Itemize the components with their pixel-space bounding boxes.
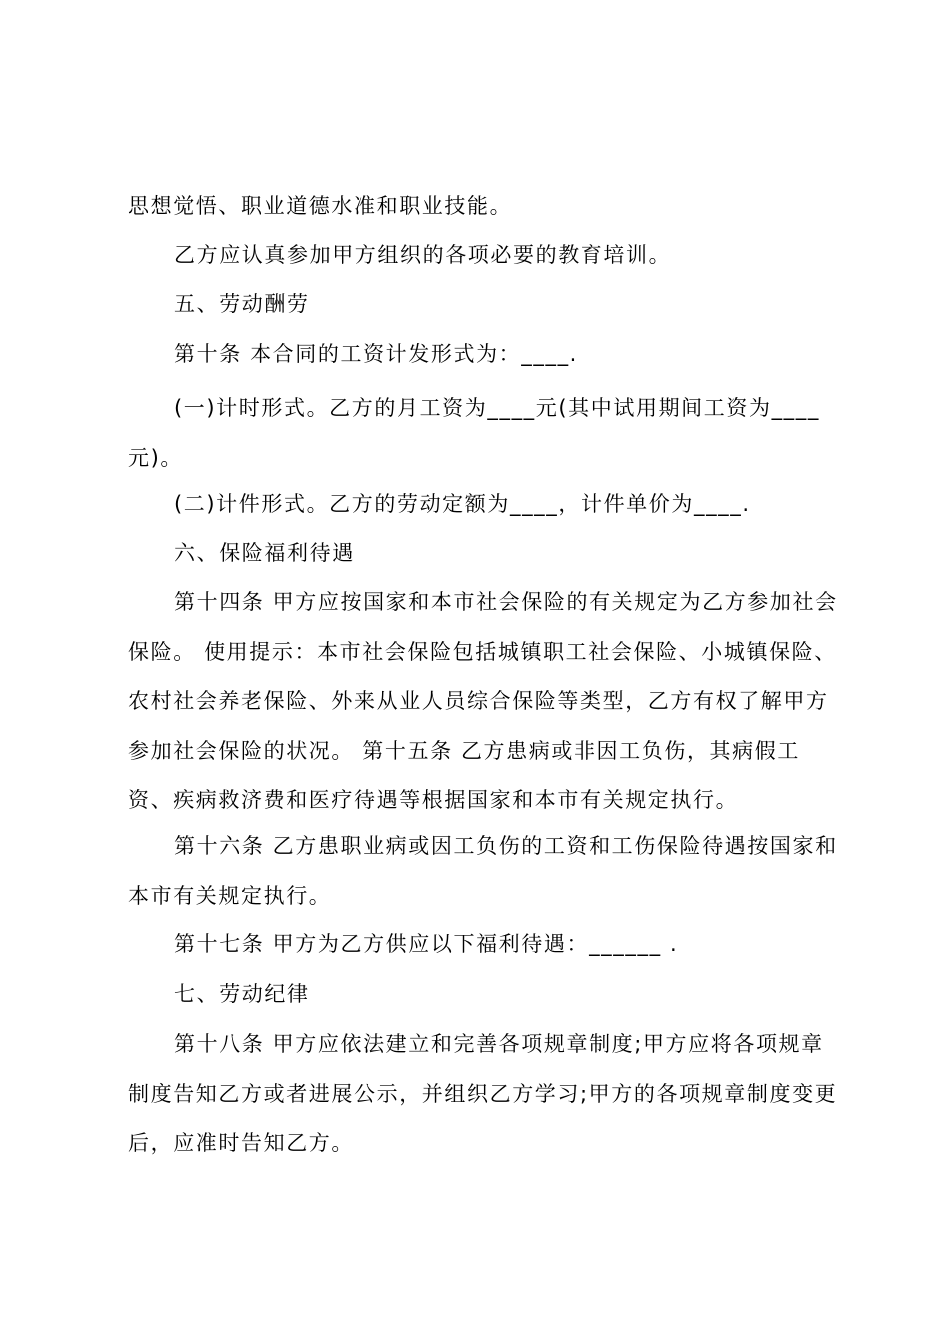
article-17: 第十七条 甲方为乙方供应以下福利待遇：______ . — [174, 932, 679, 956]
article-14-15: 第十四条 甲方应按国家和本市社会保险的有关规定为乙方参加社会保险。 使用提示：本市社会保险包括城镇职工社会保险、小城镇保险、农村社会养老保险、外来从业人员综合保险等类型，乙方有权了解甲方参加社会保险的状况。 第十五条 乙方患病或非因工负伤，其病假工资、疾病救济费和医疗待遇等根据国家和本市有关规定执行。 — [128, 590, 838, 812]
article-10: 第十条 本合同的工资计发形式为：____. — [174, 342, 578, 366]
section-heading-discipline: 七、劳动纪律 — [174, 982, 310, 1006]
section-heading-welfare: 六、保险福利待遇 — [174, 541, 355, 565]
clause-piece-based: (二)计件形式。乙方的劳动定额为____，计件单价为____. — [174, 492, 751, 516]
paragraph-continuation: 思想觉悟、职业道德水准和职业技能。 — [128, 194, 513, 218]
article-18: 第十八条 甲方应依法建立和完善各项规章制度;甲方应将各项规章制度告知乙方或者进展公示，并组织乙方学习;甲方的各项规章制度变更后，应准时告知乙方。 — [128, 1032, 838, 1155]
paragraph-training: 乙方应认真参加甲方组织的各项必要的教育培训。 — [174, 243, 672, 267]
clause-time-based: (一)计时形式。乙方的月工资为____元(其中试用期间工资为____元)。 — [128, 396, 820, 470]
section-heading-wages: 五、劳动酬劳 — [174, 292, 310, 316]
article-16: 第十六条 乙方患职业病或因工负伤的工资和工伤保险待遇按国家和本市有关规定执行。 — [128, 834, 838, 908]
